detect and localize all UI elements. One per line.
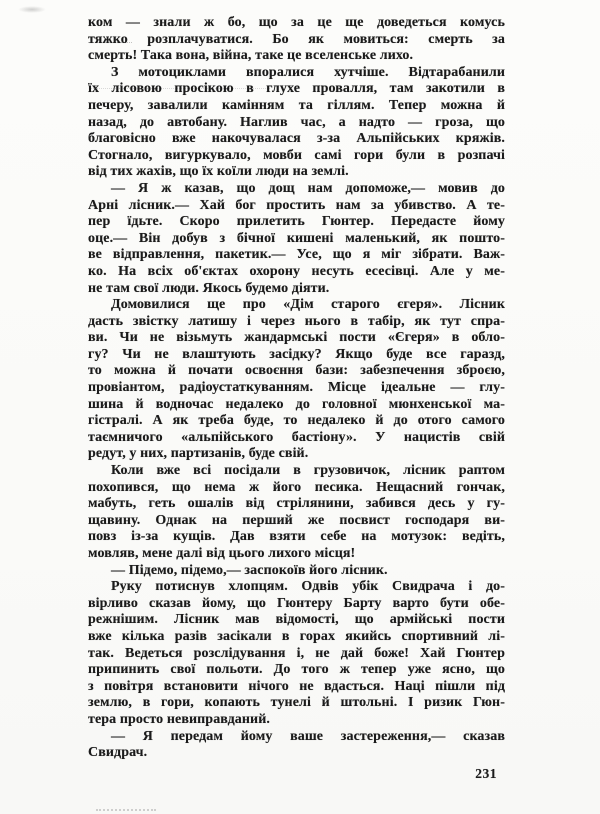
scan-artifact [18,6,46,13]
text-line: печеру, завалили камінням та гіллям. Тепер можна й [88,97,505,113]
text-line: дасть звістку латишу і через нього в табір, як тут спра- [88,313,505,329]
text-line: смерть! Така вона, війна, таке це вселенське лихо. [88,48,414,64]
text-line: не там свої люди. Якось будемо діяти. [88,280,330,296]
text-line: — Я ж казав, що дощ нам допоможе,— мовив до [111,180,505,196]
text-line: тяжко розплачуватися. Бо як мовиться: смерть за [88,31,505,47]
text-line: ко. На всіх об'єктах охорону несуть есесівці. Але у ме- [88,263,505,279]
text-line: Домовилися ще про «Дім старого єгеря». Лісник [111,297,505,313]
text-line: припинить свої польоти. До того ж тепер уже ясно, що [88,662,505,678]
text-line: — Я передам йому ваше застереження,— сказав [111,728,505,744]
text-line: тера просто невиправданий. [88,711,270,727]
text-line: щавину. Однак на перший же посвист господаря ви- [88,512,505,528]
text-line: Руку потиснув хлопцям. Одвів убік Свидрача і до- [111,579,505,595]
text-line: ви. Чи не візьмуть жандармські пости «Єгеря» в обло- [88,330,505,346]
text-line: Арні лісник.— Хай бог простить нам за убивство. А те- [88,197,505,213]
text-line: їх лісовою просікою в глухе провалля, там закотили в [88,81,505,97]
text-line: З мотоциклами впоралися хутчіше. Відтарабанили [111,64,505,80]
text-line: Свидрач. [88,745,148,761]
text-line: провіантом, радіоустаткуванням. Місце ідеальне — глу- [88,380,505,396]
text-line: ве відправлення, пакетик.— Усе, що я міг зібрати. Важ- [88,247,505,263]
text-line: вже кілька разів засікали в горах якийсь спортивний лі- [88,628,505,644]
text-line: від тих жахів, що їх коїли люди на землі. [88,164,349,180]
text-line: похопився, що нема ж його песика. Нещасний гончак, [88,479,505,495]
text-column [88,15,505,762]
text-line: оце.— Він добув з бічної кишені маленький, як пошто- [88,230,505,246]
text-line: з повітря встановити нічого не вдасться. Наці пішли під [88,678,505,694]
text-line: гістралі. А як треба буде, то недалеко й до отого самого [88,413,505,429]
scan-artifact [96,806,156,811]
text-line: ком — знали ж бо, що за це ще доведеться комусь [88,15,505,30]
text-line: пер їдьте. Скоро прилетить Гюнтер. Передасте йому [88,214,505,230]
text-line: вірливо сказав йому, що Гюнтеру Барту варто бути обе- [88,595,505,611]
text-line: так. Ведеться розслідування і, не дай боже! Хай Гюнтер [88,645,505,661]
text-line: то можна й почати освоєння бази: забезпечення зброєю, [88,363,505,379]
text-line: — Підемо, підемо,— заспокоїв його лісник. [111,562,388,578]
text-line: гу? Чи не влаштують засідку? Якщо буде все гаразд, [88,346,505,362]
text-line: Стогнало, вигуркувало, мовби самі гори були в розпачі [88,147,505,163]
text-line: мабуть, геть ошалів від стрілянини, забився десь у гу- [88,496,505,512]
text-line: шина й водночас недалеко до головної мюнхенської ма- [88,396,505,412]
text-line: Коли вже всі посідали в грузовичок, лісник раптом [111,463,505,479]
text-line: землю, в гори, копають тунелі й штольні. І ризик Гюн- [88,695,505,711]
text-line: благовісно вже накочувалася з-за Альпійських кряжів. [88,131,505,147]
text-line: назад, до автобану. Наглив час, а надто — гроза, що [88,114,505,130]
text-line: мовляв, мене далі від цього лихого місця! [88,546,356,561]
text-line: повз із-за кущів. Дав взяти себе на мотузок: ведіть, [88,529,505,545]
text-line: режнішим. Лісник мав відомості, що армійські пости [88,612,505,628]
page-number: 231 [475,766,497,781]
text-line: таємничого «альпійського бастіону». У нацистів свій [88,429,505,445]
text-line: редут, у них, партизанів, буде свій. [88,446,309,462]
